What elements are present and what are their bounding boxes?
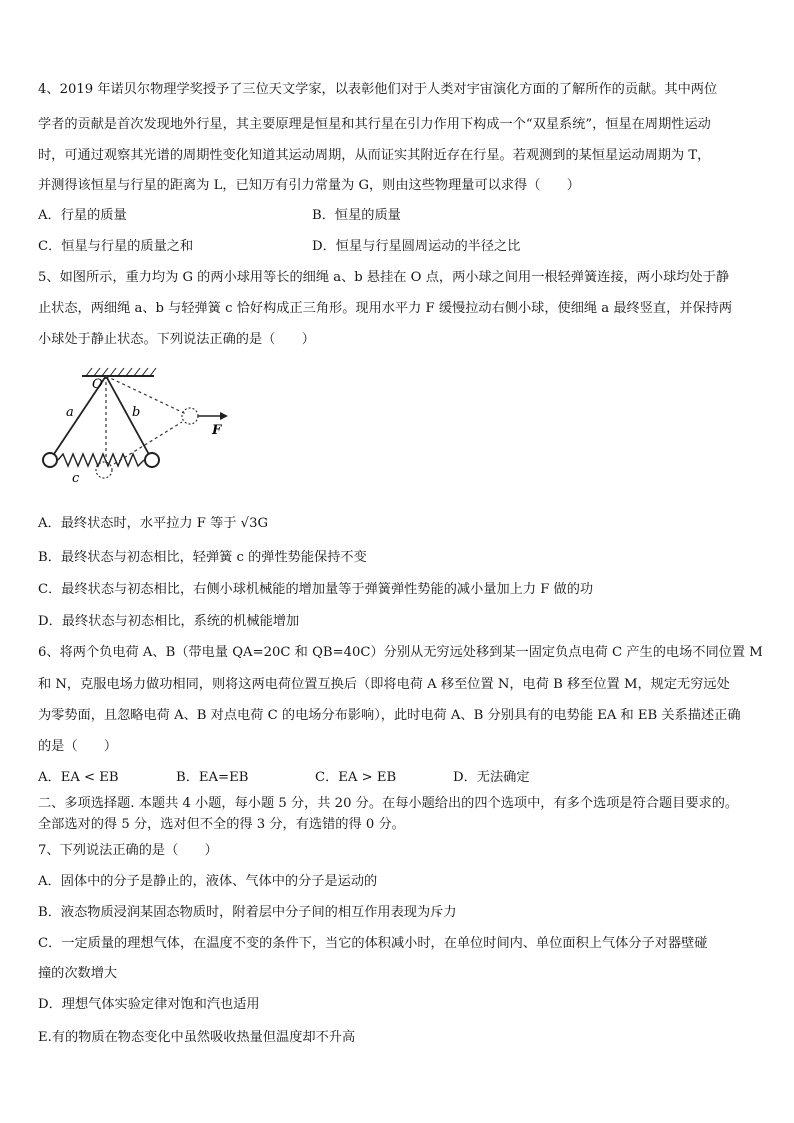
force-arrow-head (220, 412, 228, 420)
label-b: b (132, 405, 141, 420)
q4-stem-line-2: 学者的贡献是首次发现地外行星，其主要原理是恒星和其行星在引力作用下构成一个“双星系统”，恒星在周期性运动 (38, 117, 711, 132)
spring-c (58, 454, 144, 466)
label-o: O (92, 377, 103, 392)
label-f: F (212, 423, 222, 438)
q5-stem-line-1: 5、如图所示，重力均为 G 的两小球用等长的细绳 a、b 悬挂在 O 点，两小球之间用一根轻弹簧连接，两小球均处于静 (38, 270, 730, 285)
section2-heading-line-1: 二、多项选择题. 本题共 4 小题，每小题 5 分，共 20 分。在每小题给出的四个选项中，有多个选项是符合题目要求的。 (38, 796, 739, 811)
q7-option-d: D．理想气体实验定律对饱和汽也适用 (38, 997, 260, 1012)
q7-option-b: B．液态物质浸润某固态物质时，附着层中分子间的相互作用表现为斥力 (38, 905, 457, 920)
q7-option-c-line-1: C．一定质量的理想气体，在温度不变的条件下，当它的体积减小时，在单位时间内、单位面积上气体分子对器壁碰 (38, 936, 708, 951)
q7-stem: 7、下列说法正确的是（ ） (38, 843, 218, 858)
q4-option-d: D．恒星与行星圆周运动的半径之比 (312, 239, 521, 254)
q6-stem-line-4: 的是（ ） (38, 739, 118, 754)
q6-stem-line-1: 6、将两个负电荷 A、B（带电量 QA=20C 和 QB=40C）分别从无穷远处移到某一固定负点电荷 C 产生的电场不同位置 M (38, 645, 763, 660)
q4-option-b: B．恒星的质量 (312, 208, 401, 223)
q5-stem-line-2: 止状态，两细绳 a、b 与轻弹簧 c 恰好构成正三角形。现用水平力 F 缓慢拉动右侧小球，使细绳 a 最终竖直，并保持两 (38, 301, 733, 316)
q4-option-c: C．恒星与行星的质量之和 (38, 239, 194, 254)
q6-option-d: D．无法确定 (453, 770, 530, 785)
q5-option-b: B．最终状态与初态相比，轻弹簧 c 的弹性势能保持不变 (38, 550, 367, 565)
q7-option-c-line-2: 撞的次数增大 (38, 966, 118, 981)
label-c: c (72, 471, 80, 486)
q4-stem-line-3: 时，可通过观察其光谱的周期性变化知道其运动周期，从而证实其附近存在行星。若观测到的某恒星运动周期为 T， (38, 148, 711, 163)
ceiling-hatch (86, 368, 156, 376)
label-a: a (66, 405, 74, 420)
q4-option-a: A．行星的质量 (38, 208, 127, 223)
right-ball (145, 453, 159, 467)
q4-stem-line-4: 并测得该恒星与行星的距离为 L，已知万有引力常量为 G，则由这些物理量可以求得（ ） (38, 178, 580, 193)
q6-stem-line-2: 和 N，克服电场力做功相同，则将这两电荷位置互换后（即将电荷 A 移至位置 N，电荷 B 移至位置 M，规定无穷远处 (38, 677, 730, 692)
right-ball-final (182, 408, 198, 424)
q5-figure (36, 364, 236, 496)
string-b (106, 376, 152, 460)
section2-heading-line-2: 全部选对的得 5 分，选对但不全的得 3 分，有选错的得 0 分。 (38, 817, 405, 832)
q6-option-a: A．EA < EB (38, 770, 119, 785)
q6-stem-line-3: 为零势面，且忽略电荷 A、B 对点电荷 C 的电场分布影响），此时电荷 A、B 分别具有的电势能 EA 和 EB 关系描述正确 (38, 708, 741, 723)
q5-stem-line-3: 小球处于静止状态。下列说法正确的是（ ） (38, 332, 315, 347)
q5-option-d: D．最终状态与初态相比，系统的机械能增加 (38, 614, 300, 629)
q4-stem-line-1: 4、2019 年诺贝尔物理学奖授予了三位天文学家，以表彰他们对于人类对宇宙演化方面的了解所作的贡献。其中两位 (38, 82, 718, 97)
q5-option-c: C．最终状态与初态相比，右侧小球机械能的增加量等于弹簧弹性势能的减小量加上力 F 做的功 (38, 582, 594, 597)
q6-option-c: C．EA > EB (315, 770, 397, 785)
q7-option-e: E.有的物质在物态变化中虽然吸收热量但温度却不升高 (38, 1030, 356, 1045)
string-b-final (106, 376, 186, 414)
q5-option-a: A．最终状态时，水平拉力 F 等于 √3G (38, 516, 269, 531)
q7-option-a: A．固体中的分子是静止的，液体、气体中的分子是运动的 (38, 874, 378, 889)
left-ball (43, 453, 57, 467)
q6-option-b: B．EA=EB (176, 770, 249, 785)
